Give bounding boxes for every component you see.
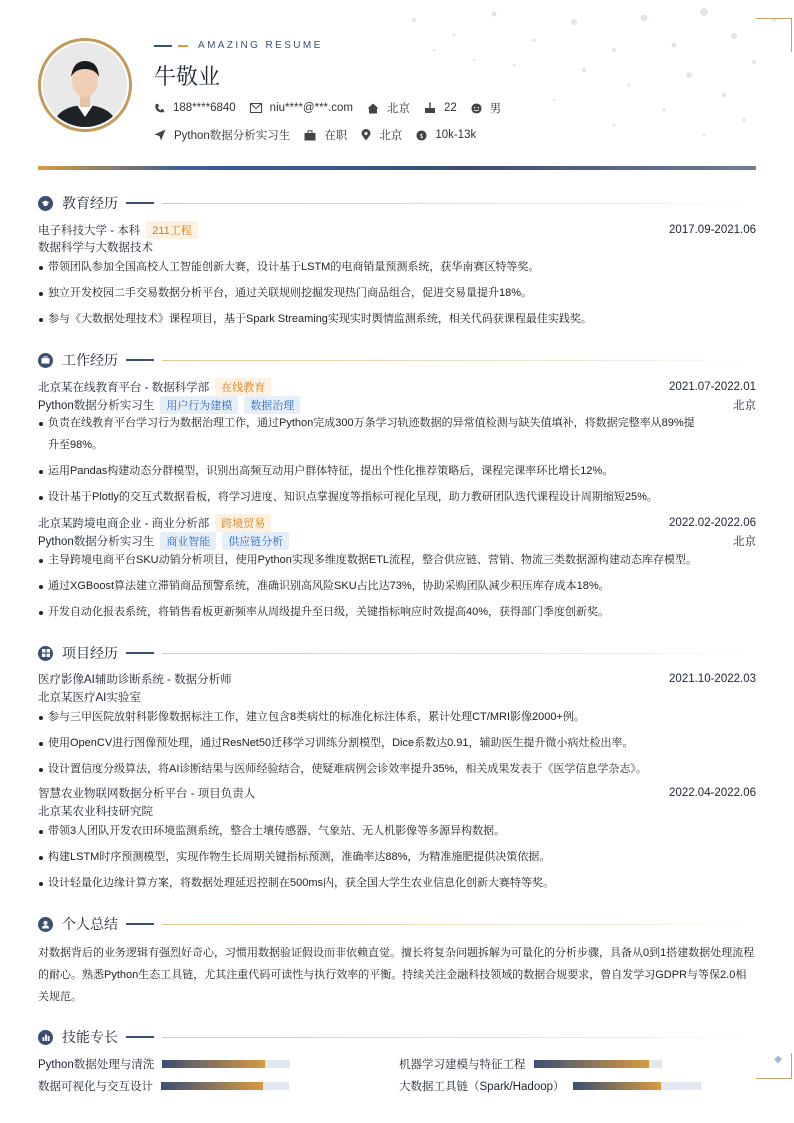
project-date: 2021.10-2022.03 <box>669 673 756 685</box>
list-item: 设计基于Plotly的交互式数据看板，将学习进度、知识点掌握度等指标可视化呈现，助力教研团队迭代课程设计周期缩短25%。 <box>38 489 756 506</box>
avatar <box>38 38 132 132</box>
user-icon <box>38 917 53 932</box>
work-date: 2021.07-2022.01 <box>669 381 756 393</box>
section-title-skills: 技能专长 <box>62 1029 118 1045</box>
work-entry-2 <box>38 514 756 532</box>
skill-bar <box>161 1082 289 1090</box>
grid-icon <box>38 646 53 661</box>
list-item: 带领团队参加全国高校人工智能创新大赛，设计基于LSTM的电商销量预测系统，获华南赛区特等奖。 <box>38 259 756 276</box>
skill-name: 机器学习建模与特征工程 <box>399 1059 526 1071</box>
tagline-text: AMAZING RESUME <box>198 40 323 51</box>
target-city-info <box>361 127 402 143</box>
cake-icon <box>424 102 436 114</box>
project-org <box>38 689 756 705</box>
major-text: 数据科学与大数据技术 <box>38 242 153 254</box>
age-info <box>424 102 457 114</box>
location-text: 北京 <box>386 103 410 115</box>
list-item: 开发自动化报表系统，将销售看板更新频率从周级提升至日级，关键指标响应时效提高40%，获得部门季度创新奖。 <box>38 604 756 621</box>
work-role-row <box>38 396 756 414</box>
list-item: 主导跨境电商平台SKU动销分析项目，使用Python实现多维度数据ETL流程，整合供应链、营销、物流三类数据源构建动态库存模型。 <box>38 552 756 569</box>
phone-info <box>154 102 236 114</box>
skill-name: Python数据处理与清洗 <box>38 1059 155 1071</box>
list-item: 使用OpenCV进行图像预处理，通过ResNet50迁移学习训练分割模型，Dice系数达0.91，辅助医生提升微小病灶检出率。 <box>38 735 756 752</box>
send-icon <box>154 129 166 141</box>
list-item: 参与《大数据处理技术》课程项目，基于Spark Streaming实现实时舆情监测系统，相关代码获课程最佳实践奖。 <box>38 311 756 328</box>
briefcase-icon <box>38 353 53 368</box>
bar-chart-icon <box>38 1030 53 1045</box>
project-date: 2022.04-2022.06 <box>669 787 756 799</box>
list-item: 参与三甲医院放射科影像数据标注工作，建立包含8类病灶的标准化标注体系，累计处理CT/MRI影像2000+例。 <box>38 709 756 726</box>
work-role-row <box>38 532 756 550</box>
job-target-info <box>154 127 290 143</box>
section-title-summary: 个人总结 <box>62 916 118 932</box>
phone-text: 188****6840 <box>173 102 236 114</box>
section-title-projects: 项目经历 <box>62 645 118 661</box>
list-item: 带领3人团队开发农田环境监测系统，整合土壤传感器、气象站、无人机影像等多源异构数据。 <box>38 823 756 840</box>
salary-text: 10k-13k <box>435 129 477 141</box>
age-text: 22 <box>443 102 457 114</box>
skill-fill <box>161 1082 263 1090</box>
skill-bar <box>573 1082 701 1090</box>
status-info <box>304 127 347 143</box>
skill-item <box>399 1078 701 1094</box>
money-icon <box>416 130 427 141</box>
company-name: 北京某在线教育平台 - 数据科学部 <box>38 382 210 394</box>
list-item-continued <box>38 437 756 454</box>
header-divider <box>38 166 756 170</box>
skill-bar <box>534 1060 662 1068</box>
section-title-work: 工作经历 <box>62 352 118 368</box>
salary-info <box>416 129 476 141</box>
skill-item <box>38 1078 289 1094</box>
list-item: 通过XGBoost算法建立滞销商品预警系统，准确识别高风险SKU占比达73%，协助采购团队减少积压库存成本18%。 <box>38 578 756 595</box>
project-org <box>38 803 756 819</box>
list-item: 负责在线教育平台学习行为数据治理工作，通过Python完成300万条学习轨迹数据的异常值检测与缺失值填补，将数据完整率从89%提 <box>38 415 756 432</box>
school-tag: 211工程 <box>146 221 198 239</box>
corner-decoration-top <box>756 18 792 52</box>
major <box>38 239 756 255</box>
resume-header <box>38 38 756 166</box>
skill-name: 大数据工具链（Spark/Hadoop） <box>399 1081 565 1093</box>
role-text: Python数据分析实习生 <box>38 400 155 412</box>
project-title: 医疗影像AI辅助诊断系统 - 数据分析师 <box>38 674 232 686</box>
skill-item <box>38 1056 290 1072</box>
job-intent-row <box>154 127 490 143</box>
skill-name: 数据可视化与交互设计 <box>38 1081 153 1093</box>
skill-fill <box>534 1060 649 1068</box>
skill-fill <box>573 1082 661 1090</box>
education-entry <box>38 221 756 239</box>
section-title-education: 教育经历 <box>62 195 118 211</box>
skill-tag: 商业智能 <box>160 532 216 550</box>
home-icon <box>367 103 379 114</box>
section-projects <box>38 643 756 663</box>
smile-icon <box>471 103 482 114</box>
project-entry-2 <box>38 785 756 801</box>
graduation-cap-icon <box>38 196 53 211</box>
location-info <box>367 100 410 116</box>
section-summary <box>38 914 756 934</box>
section-skills <box>38 1027 756 1047</box>
list-item-continued-text: 升至98%。 <box>48 439 104 451</box>
industry-tag: 在线教育 <box>215 378 271 396</box>
email-text: niu****@***.com <box>269 102 353 114</box>
tagline <box>154 40 323 51</box>
diamond-icon: ◆ <box>774 1054 782 1065</box>
role-text: Python数据分析实习生 <box>38 536 155 548</box>
list-item: 设计置信度分级算法，将AI诊断结果与医师经验结合，使疑难病例会诊效率提升35%，相关成果发表于《医学信息学杂志》。 <box>38 761 756 778</box>
skill-fill <box>162 1060 264 1068</box>
list-item: 独立开发校园二手交易数据分析平台，通过关联规则挖掘发现热门商品组合，促进交易量提升18%。 <box>38 285 756 302</box>
list-item: 构建LSTM时序预测模型，实现作物生长周期关键指标预测，准确率达88%，为精准施肥提供决策依据。 <box>38 849 756 866</box>
list-item: 运用Pandas构建动态分群模型，识别出高频互动用户群体特征，提出个性化推荐策略后，课程完课率环比增长12%。 <box>38 463 756 480</box>
work-city: 北京 <box>733 536 756 548</box>
skill-tag: 供应链分析 <box>222 532 289 550</box>
email-icon <box>250 103 262 113</box>
list-item: 设计轻量化边缘计算方案，将数据处理延迟控制在500ms内，获全国大学生农业信息化创新大赛特等奖。 <box>38 875 756 892</box>
education-date: 2017.09-2021.06 <box>669 224 756 236</box>
skill-item <box>399 1056 662 1072</box>
school-name: 电子科技大学 - 本科 <box>38 225 141 237</box>
summary-text: 对数据背后的业务逻辑有强烈好奇心，习惯用数据验证假设而非依赖直觉。擅长将复杂问题拆解为可量化的分析步骤，具备从0到1搭建数据处理流程的耐心。熟悉Python生态工具链，尤其注重代码可读性与执行效率的平衡。持续关注金融科技领域的数据合规要求，曾自发学习GDPR与等保2.0相关规范。 <box>38 947 755 1003</box>
company-name: 北京某跨境电商企业 - 商业分析部 <box>38 518 210 530</box>
skill-tag: 用户行为建模 <box>160 396 238 414</box>
work-entry-1 <box>38 378 756 396</box>
section-work <box>38 350 756 370</box>
industry-tag: 跨境贸易 <box>215 514 271 532</box>
briefcase-icon <box>304 130 316 141</box>
skill-tag: 数据治理 <box>244 396 300 414</box>
phone-icon <box>154 103 165 114</box>
gender-info <box>471 100 502 116</box>
work-city: 北京 <box>733 400 756 412</box>
work-date: 2022.02-2022.06 <box>669 517 756 529</box>
skill-bar <box>162 1060 290 1068</box>
project-org-text: 北京某农业科技研究院 <box>38 806 153 818</box>
project-org-text: 北京某医疗AI实验室 <box>38 692 141 704</box>
svg-text:$: $ <box>419 131 424 140</box>
project-entry-1 <box>38 671 756 687</box>
project-title: 智慧农业物联网数据分析平台 - 项目负责人 <box>38 788 256 800</box>
contact-row <box>154 100 515 116</box>
gender-text: 男 <box>489 103 502 115</box>
candidate-name: 牛敬业 <box>154 64 221 89</box>
map-pin-icon <box>361 129 371 141</box>
status-text: 在职 <box>324 130 348 142</box>
target-city-text: 北京 <box>379 130 403 142</box>
job-target-text: Python数据分析实习生 <box>174 130 291 142</box>
section-education <box>38 193 756 213</box>
email-info <box>250 102 353 114</box>
